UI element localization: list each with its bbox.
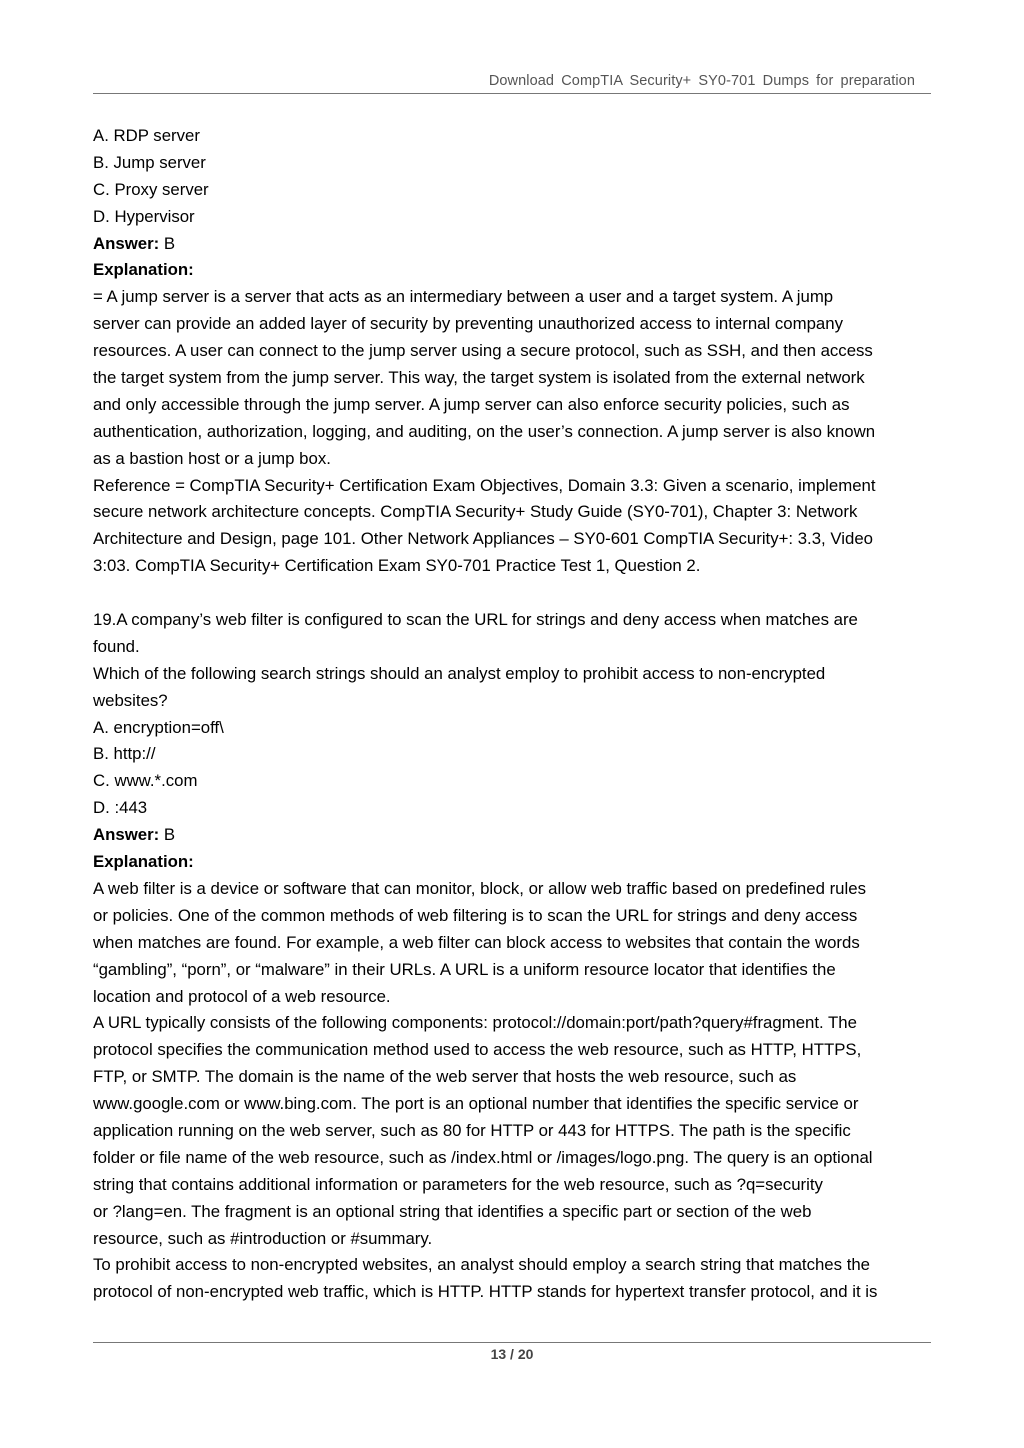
explanation-line: protocol of non-encrypted web traffic, which is HTTP. HTTP stands for hypertext transfer protocol, and it is	[93, 1282, 878, 1302]
explanation-line: application running on the web server, such as 80 for HTTP or 443 for HTTPS. The path is the specific	[93, 1120, 851, 1140]
question-line: Which of the following search strings should an analyst employ to prohibit access to non-encrypted	[93, 663, 826, 683]
explanation-line: the target system from the jump server. This way, the target system is isolated from the external network	[93, 368, 865, 388]
explanation-line: FTP, or SMTP. The domain is the name of the web server that hosts the web resource, such as	[93, 1067, 797, 1087]
option-a: A. encryption=off\	[93, 717, 224, 737]
option-c: C. www.*.com	[93, 771, 198, 791]
explanation-line: string that contains additional information or parameters for the web resource, such as ?q=security	[93, 1174, 823, 1194]
question-line: 19.A company’s web filter is configured to scan the URL for strings and deny access when matches are	[93, 610, 858, 630]
explanation-line: authentication, authorization, logging, and auditing, on the user’s connection. A jump server is also known	[93, 421, 876, 441]
explanation-label: Explanation:	[93, 852, 194, 872]
answer-value: B	[159, 233, 176, 253]
reference-line: secure network architecture concepts. CompTIA Security+ Study Guide (SY0-701), Chapter 3: Network	[93, 502, 858, 522]
option-c: C. Proxy server	[93, 179, 209, 199]
page-header-title: Download CompTIA Security+ SY0-701 Dumps for preparation	[488, 73, 915, 89]
footer-divider	[93, 1342, 931, 1343]
reference-line: Architecture and Design, page 101. Other Network Appliances – SY0-601 CompTIA Security+: 3.3, Video	[93, 529, 873, 549]
option-d: D. :443	[93, 798, 148, 818]
explanation-line: “gambling”, “porn”, or “malware” in their URLs. A URL is a uniform resource locator that identifies the	[93, 959, 836, 979]
reference-line: Reference = CompTIA Security+ Certification Exam Objectives, Domain 3.3: Given a scenario, implement	[93, 475, 876, 495]
explanation-label: Explanation:	[93, 260, 194, 280]
explanation-line: A URL typically consists of the following components: protocol://domain:port/path?query#fragment. The	[93, 1013, 857, 1033]
explanation-line: To prohibit access to non-encrypted websites, an analyst should employ a search string that matches the	[93, 1255, 871, 1275]
explanation-line: protocol specifies the communication method used to access the web resource, such as HTTP, HTTPS,	[93, 1040, 862, 1060]
explanation-line: resources. A user can connect to the jump server using a secure protocol, such as SSH, and then access	[93, 341, 873, 361]
explanation-line: or ?lang=en. The fragment is an optional string that identifies a specific part or section of the web	[93, 1201, 812, 1221]
header-divider	[93, 93, 931, 94]
option-d: D. Hypervisor	[93, 206, 195, 226]
option-b: B. Jump server	[93, 152, 206, 172]
answer-label: Answer:	[93, 233, 160, 253]
page-content	[93, 123, 933, 1306]
option-b: B. http://	[93, 744, 156, 764]
explanation-line: or policies. One of the common methods of web filtering is to scan the URL for strings and deny access	[93, 905, 858, 925]
explanation-line: when matches are found. For example, a web filter can block access to websites that contain the words	[93, 932, 860, 952]
reference-line: 3:03. CompTIA Security+ Certification Exam SY0-701 Practice Test 1, Question 2.	[93, 556, 701, 576]
explanation-line: www.google.com or www.bing.com. The port is an optional number that identifies the specific service or	[93, 1094, 859, 1114]
answer-value: B	[159, 825, 176, 845]
answer-label: Answer:	[93, 825, 160, 845]
explanation-line: A web filter is a device or software that can monitor, block, or allow web traffic based on predefined rules	[93, 878, 866, 898]
explanation-line: folder or file name of the web resource, such as /index.html or /images/logo.png. The query is an optional	[93, 1147, 873, 1167]
explanation-line: resource, such as #introduction or #summary.	[93, 1228, 433, 1248]
explanation-line: and only accessible through the jump server. A jump server can also enforce security policies, such as	[93, 394, 850, 414]
explanation-line: as a bastion host or a jump box.	[93, 448, 331, 468]
answer-line	[93, 231, 933, 258]
option-a: A. RDP server	[93, 126, 200, 145]
question-line: found.	[93, 636, 140, 656]
explanation-line: location and protocol of a web resource.	[93, 986, 391, 1006]
page-number: 13 / 20	[490, 1346, 534, 1362]
explanation-line: = A jump server is a server that acts as an intermediary between a user and a target system. A jump	[93, 287, 834, 307]
explanation-line: server can provide an added layer of security by preventing unauthorized access to internal company	[93, 314, 843, 334]
question-line: websites?	[93, 690, 168, 710]
spacer	[93, 580, 933, 607]
answer-line	[93, 822, 933, 849]
